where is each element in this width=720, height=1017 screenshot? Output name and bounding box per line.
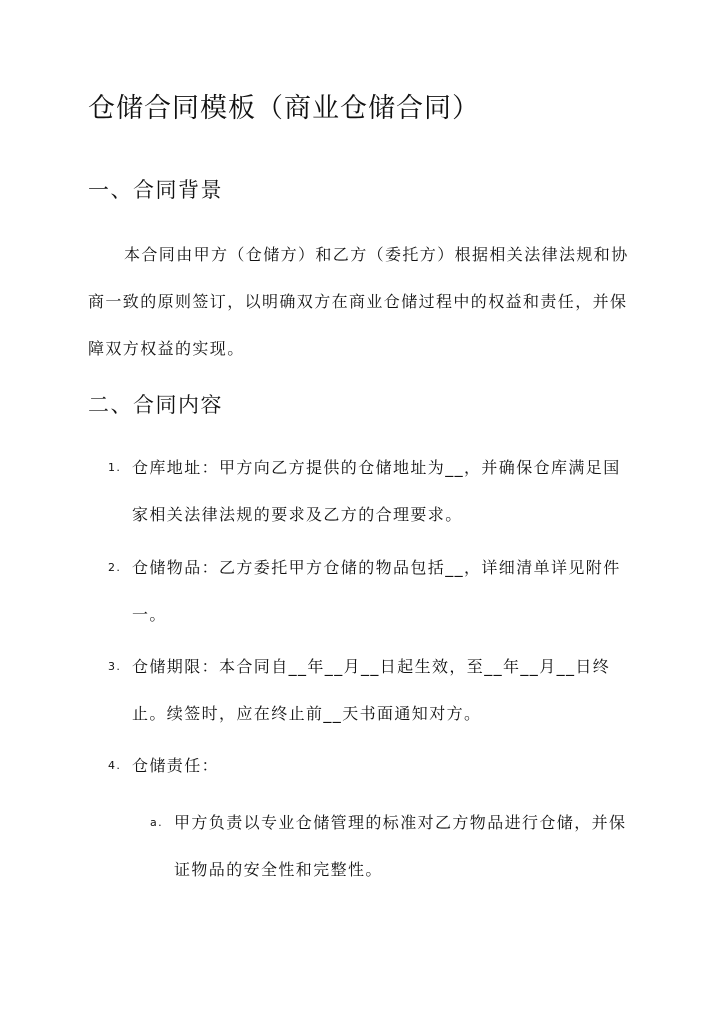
section-heading-contents: 二、合同内容	[88, 393, 223, 417]
list-item-number: 1.	[108, 461, 122, 474]
list-item-text: 仓库地址：甲方向乙方提供的仓储地址为__，并确保仓库满足国家相关法律法规的要求及乙方的合理要求。	[132, 458, 621, 524]
list-item	[108, 544, 633, 638]
sub-list-item-letter: a.	[150, 816, 164, 829]
sub-list-item-text: 甲方负责以专业仓储管理的标准对乙方物品进行仓储，并保证物品的安全性和完整性。	[174, 813, 627, 879]
list-item-number: 2.	[108, 561, 122, 574]
list-item-number: 3.	[108, 660, 122, 673]
list-item	[108, 643, 633, 737]
list-item	[108, 444, 633, 538]
background-paragraph: 本合同由甲方（仓储方）和乙方（委托方）根据相关法律法规和协商一致的原则签订，以明确双方在商业仓储过程中的权益和责任，并保障双方权益的实现。	[88, 245, 629, 358]
document-title: 仓储合同模板（商业仓储合同）	[88, 93, 480, 124]
section-heading-background: 一、合同背景	[88, 178, 223, 202]
list-item-number: 4.	[108, 759, 122, 772]
list-item	[108, 742, 633, 789]
list-item-text: 仓储物品：乙方委托甲方仓储的物品包括__，详细清单详见附件一。	[132, 558, 621, 624]
list-item-text: 仓储责任：	[132, 756, 220, 775]
list-item-text: 仓储期限：本合同自__年__月__日起生效，至__年__月__日终止。续签时，应在终止前__天书面通知对方。	[132, 657, 611, 723]
sub-list-item	[150, 799, 630, 893]
